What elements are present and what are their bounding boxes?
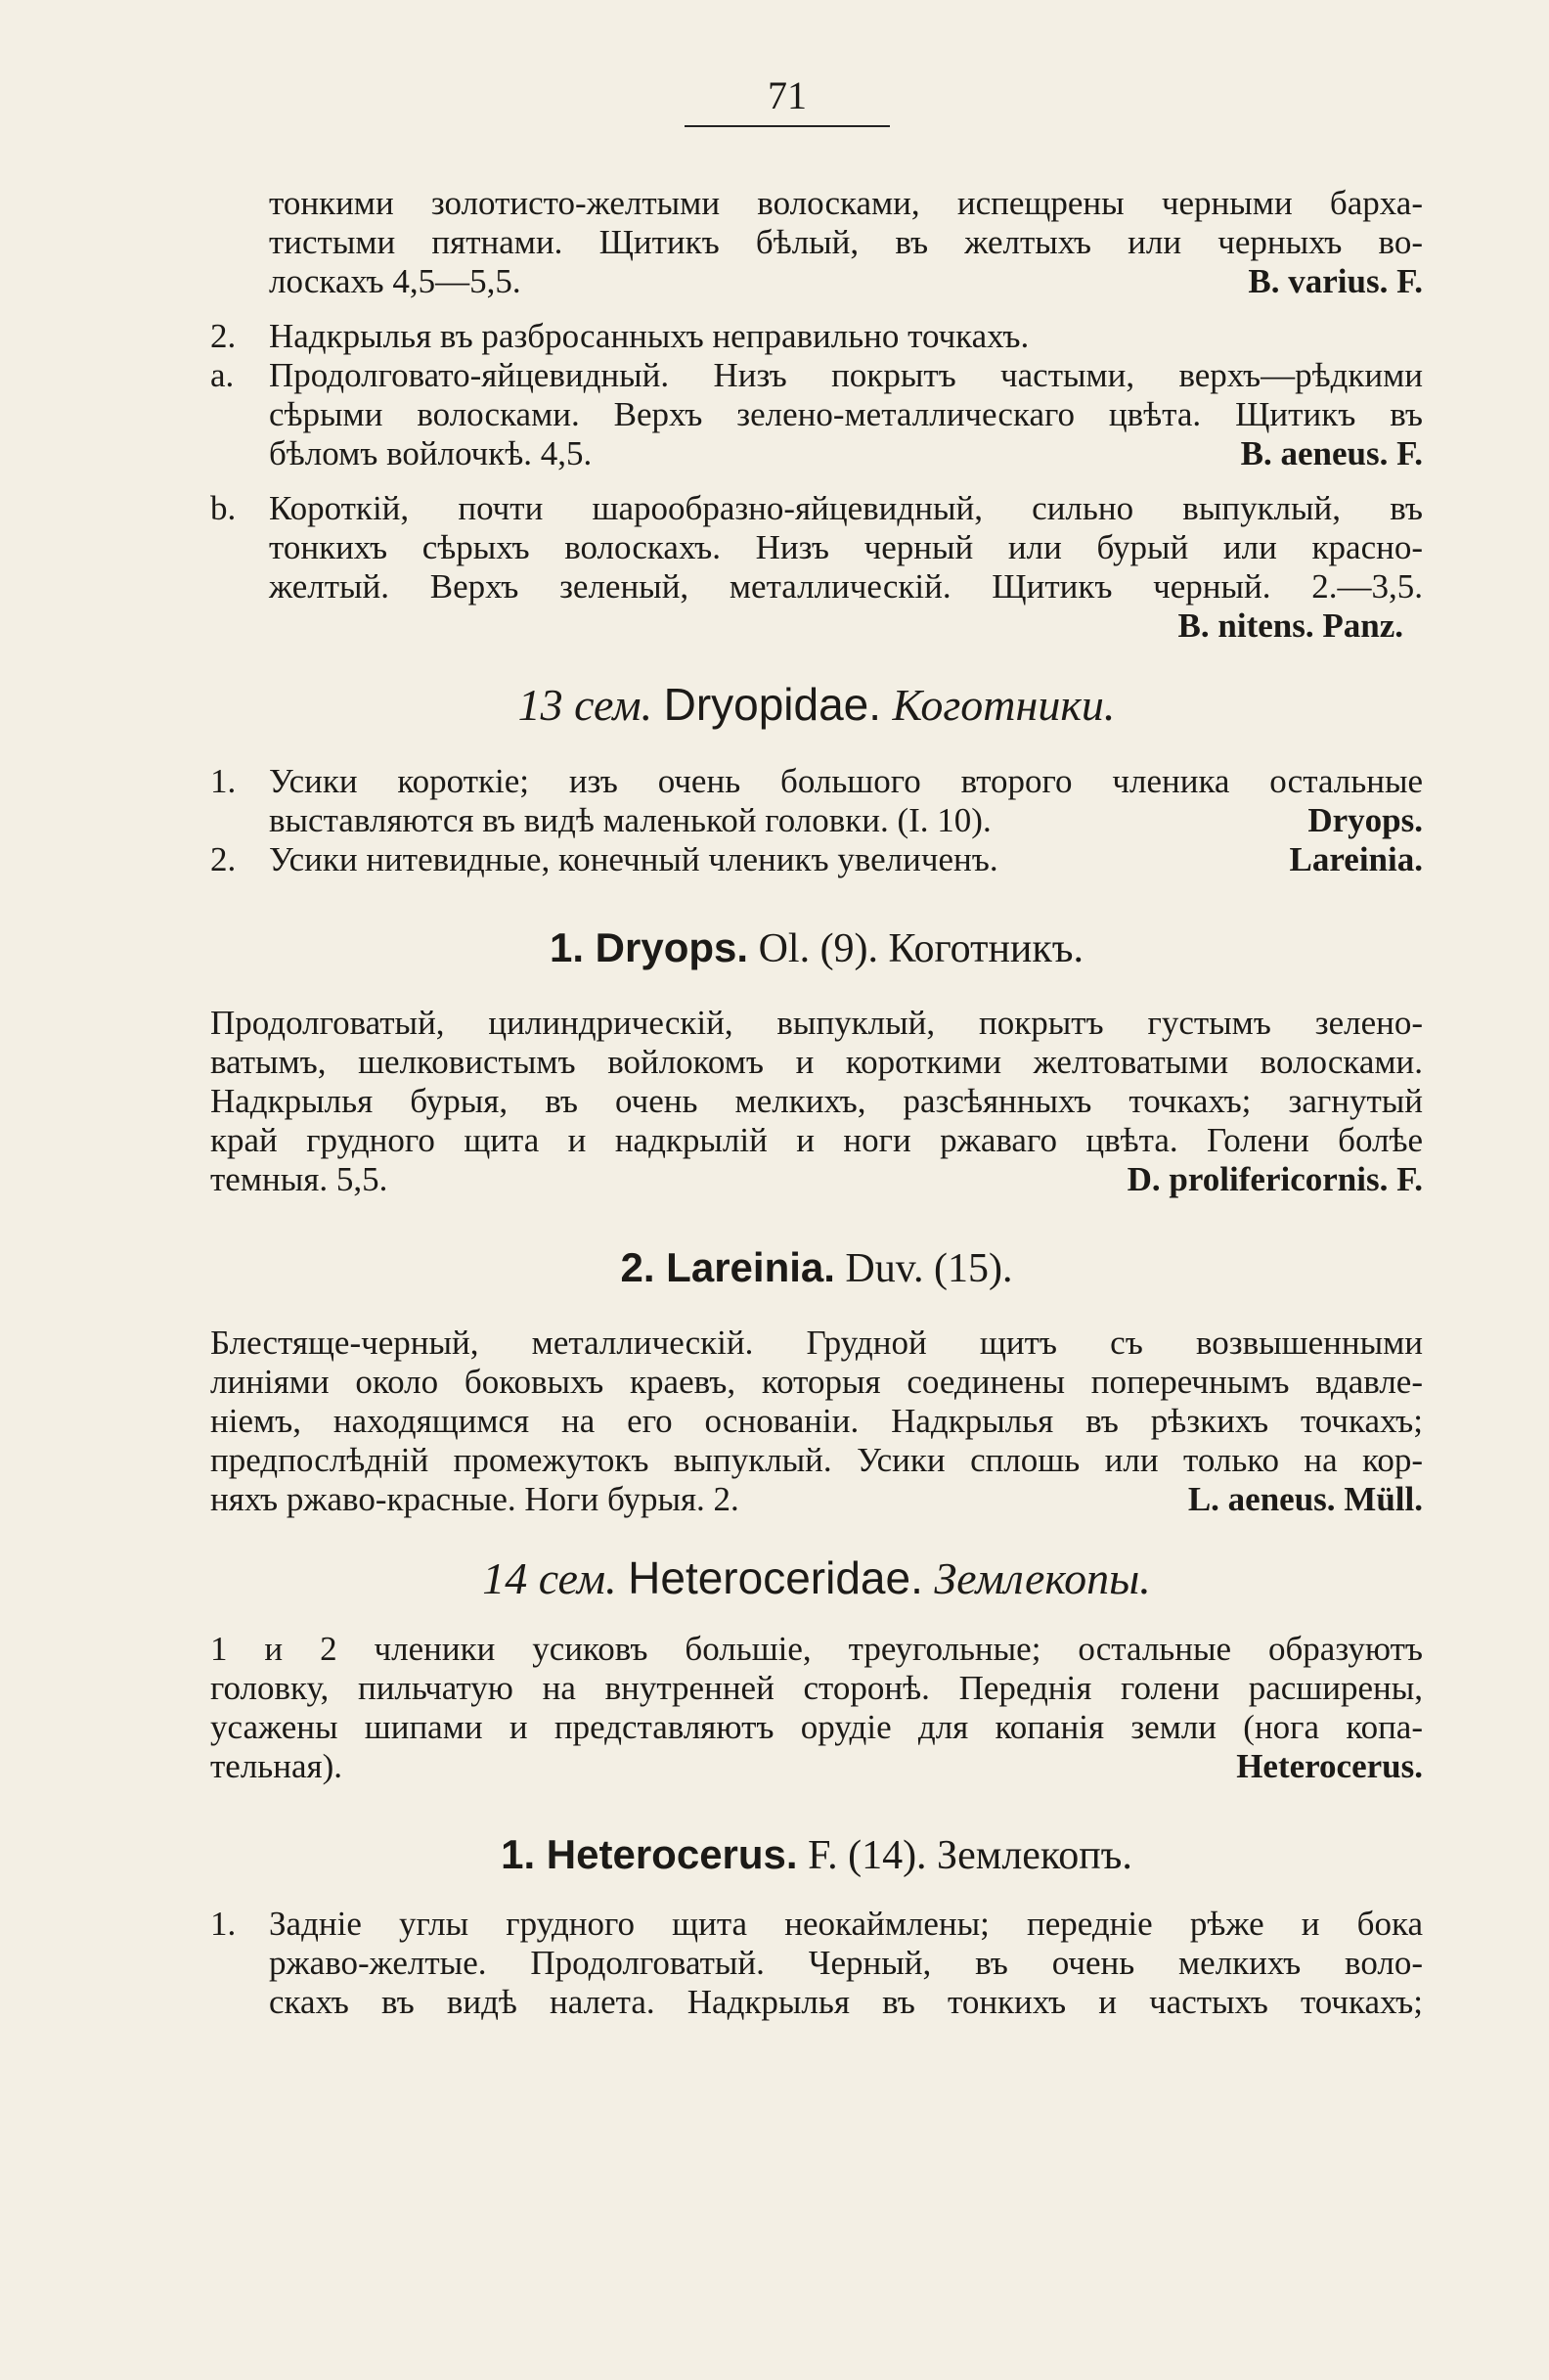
text-line: Блестяще-черный, металлическій. Грудной щитъ съ возвышенными <box>210 1324 1423 1362</box>
text-line: Усики нитевидные, конечный члeникъ увеличенъ. <box>269 840 998 878</box>
genus-name: Dryops. <box>1307 801 1423 839</box>
text-line: ватымъ, шелковистымъ войлокомъ и короткими желтоватыми волосками. <box>210 1043 1423 1081</box>
key-option-b <box>210 489 1423 528</box>
key-number: 2. <box>210 317 237 355</box>
genus-key-dryops <box>210 801 1423 840</box>
genus-title: 2. Lareinia. <box>620 1244 835 1290</box>
text-line: край грудного щита и надкрылій и ноги ржаваго цвѣта. Голени болѣе <box>210 1121 1423 1159</box>
text-line: тонкими золотисто-желтыми волосками, испещрены черными барха- <box>269 184 1423 222</box>
family-prefix: 13 сем. <box>517 680 653 730</box>
text-line: ніемъ, находящимся на его основаніи. Надкрылья въ рѣзкихъ точкахъ; <box>210 1402 1423 1440</box>
text-line: няхъ ржаво-красные. Ноги бурыя. 2. <box>210 1480 739 1518</box>
text-line: темныя. 5,5. <box>210 1160 388 1198</box>
genus-heading-dryops <box>210 919 1423 978</box>
key-couplet <box>210 317 1423 356</box>
text-line: тонкихъ сѣрыхъ волоскахъ. Низъ черный или бурый или красно- <box>269 528 1423 566</box>
family-latin-name: Dryopidae. <box>663 679 882 730</box>
species-name: D. prolifericornis. F. <box>1127 1160 1423 1198</box>
genus-title: 1. Heterocerus. <box>501 1831 798 1877</box>
key-option-a <box>210 356 1423 395</box>
species-name: B. aeneus. F. <box>1240 434 1423 472</box>
genus-heading-heterocerus <box>210 1825 1423 1885</box>
text-line: бѣломъ войлочкѣ. 4,5. <box>269 434 593 472</box>
species-name: B. varius. F. <box>1248 262 1423 300</box>
text-line: тистыми пятнами. Щитикъ бѣлый, въ желтыхъ или черныхъ во- <box>269 223 1423 261</box>
key-letter: b. <box>210 489 237 527</box>
text-line: Усики короткіе; изъ очень большого второго членика остальные <box>269 762 1423 800</box>
genus-author: Ol. (9). Коготникъ. <box>758 926 1084 971</box>
text-line: Продолговато-яйцевидный. Низъ покрытъ частыми, верхъ—рѣдкими <box>269 356 1423 394</box>
genus-key-lareinia <box>210 840 1423 879</box>
text-line: 1 и 2 членики усиковъ большіе, треугольные; остальные образуютъ <box>210 1630 1423 1668</box>
page-content <box>210 184 1423 2022</box>
species-entry-aeneus <box>210 434 1423 473</box>
species-entry-prolifericornis <box>210 1160 1423 1199</box>
family-heading-13 <box>210 675 1423 735</box>
key-number: 1. <box>210 1905 237 1943</box>
family-russian-name: Землекопы. <box>934 1553 1151 1603</box>
text-line: Надкрылья бурыя, въ очень мелкихъ, разсѣянныхъ точкахъ; загнутый <box>210 1082 1423 1120</box>
page-number: 71 <box>685 67 890 127</box>
text-line: лоскахъ 4,5—5,5. <box>269 262 521 300</box>
genus-name: Heterocerus. <box>1236 1747 1423 1785</box>
family-latin-name: Heteroceridae. <box>628 1552 923 1603</box>
text-line: выставляются въ видѣ маленькой головки. (I. 10). <box>269 801 992 839</box>
text-line: ржаво-желтые. Продолговатый. Черный, въ очень мелкихъ воло- <box>269 1944 1423 1982</box>
species-name: B. nitens. Panz. <box>1177 606 1403 645</box>
species-entry-varius <box>210 262 1423 301</box>
genus-author: F. (14). Землекопъ. <box>808 1833 1132 1878</box>
genus-key-heterocerus <box>210 1747 1423 1786</box>
text-line: желтый. Верхъ зеленый, металлическій. Щитикъ черный. 2.—3,5. <box>269 567 1423 606</box>
text-line: линіями около боковыхъ краевъ, которыя соединены поперечнымъ вдавле- <box>210 1363 1423 1401</box>
text-line: Надкрылья въ разбросанныхъ неправильно точкахъ. <box>269 317 1030 355</box>
key-number: 2. <box>210 840 237 878</box>
species-entry-nitens <box>210 606 1423 646</box>
species-entry-aeneus-mull <box>210 1480 1423 1519</box>
text-line: сѣрыми волосками. Верхъ зелено-металлическаго цвѣта. Щитикъ въ <box>269 395 1423 433</box>
genus-title: 1. Dryops. <box>549 924 749 970</box>
family-russian-name: Коготники. <box>892 680 1116 730</box>
text-line: предпослѣдній промежутокъ выпуклый. Усики сплошь или только на кор- <box>210 1441 1423 1479</box>
species-name: L. aeneus. Müll. <box>1187 1480 1423 1518</box>
text-line: Короткій, почти шарообразно-яйцевидный, сильно выпуклый, въ <box>269 489 1423 527</box>
text-line: Продолговатый, цилиндрическій, выпуклый, покрытъ густымъ зелено- <box>210 1004 1423 1042</box>
family-prefix: 14 сем. <box>482 1553 617 1603</box>
text-line: усажены шипами и представляютъ орудіе для копанія земли (нога копа- <box>210 1708 1423 1746</box>
text-line: тельная). <box>210 1747 343 1785</box>
text-line: Задніе углы грудного щита неокаймлены; передніе рѣже и бока <box>269 1905 1423 1943</box>
genus-author: Duv. (15). <box>845 1246 1013 1291</box>
key-number: 1. <box>210 762 237 800</box>
key-couplet <box>210 762 1423 801</box>
genus-name: Lareinia. <box>1289 840 1423 878</box>
text-line: головку, пильчатую на внутренней сторонѣ. Переднія голени расширены, <box>210 1669 1423 1707</box>
family-heading-14 <box>210 1549 1423 1608</box>
text-line: скахъ въ видѣ налета. Надкрылья въ тонкихъ и частыхъ точкахъ; <box>269 1983 1423 2021</box>
key-couplet <box>210 1905 1423 1944</box>
genus-heading-lareinia <box>210 1238 1423 1298</box>
key-letter: a. <box>210 356 235 394</box>
